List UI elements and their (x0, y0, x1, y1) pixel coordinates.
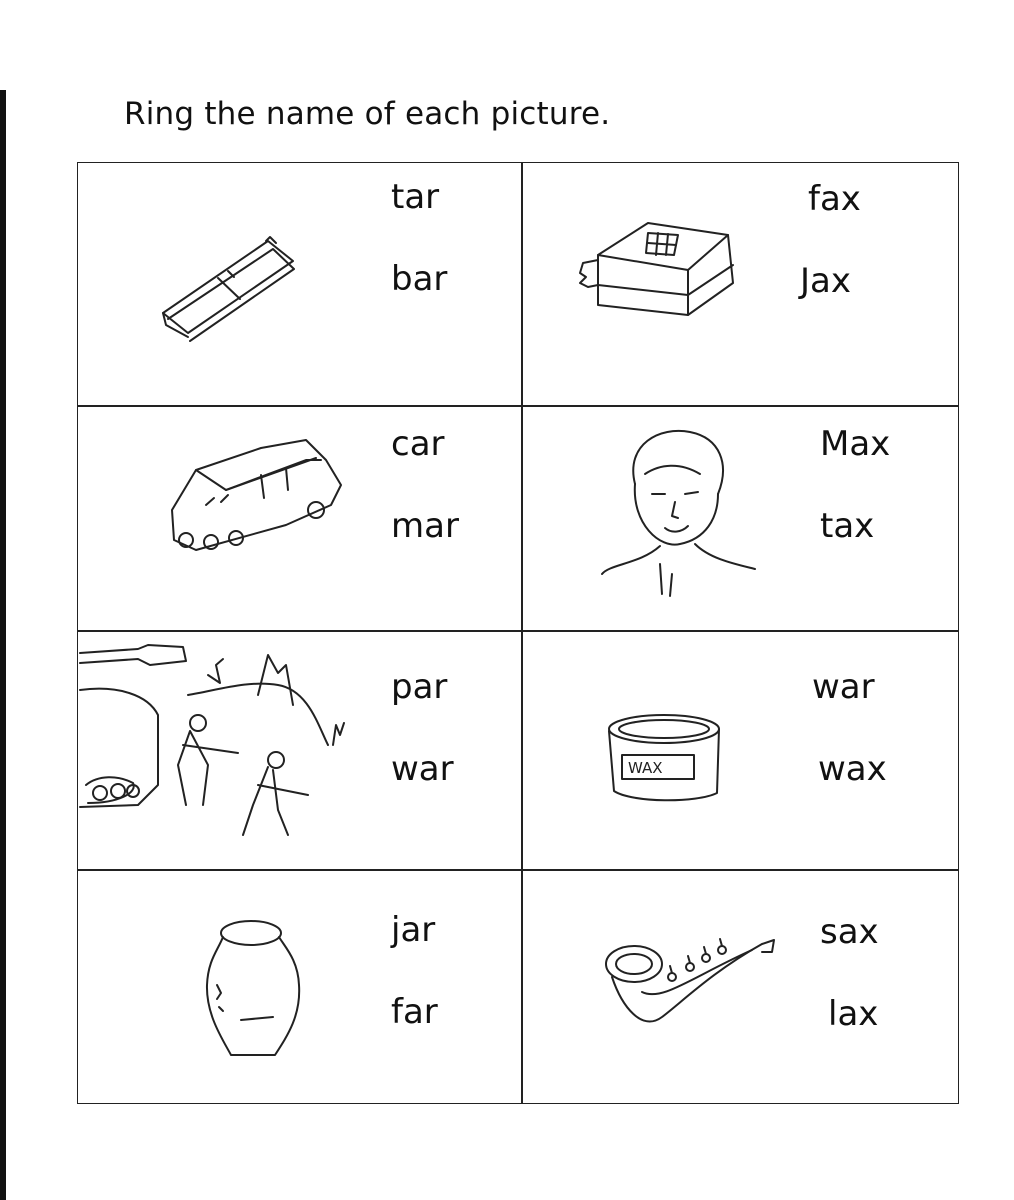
cell-car (78, 406, 521, 630)
scan-edge (0, 90, 6, 1200)
word-option[interactable]: war (391, 749, 454, 789)
wax-tin-icon (602, 711, 742, 811)
word-option[interactable]: tax (820, 506, 875, 546)
boy-face-icon (600, 424, 760, 599)
cell-jar (78, 870, 521, 1104)
word-option[interactable]: fax (808, 179, 861, 219)
cell-bar (78, 163, 521, 405)
cell-fax (522, 163, 958, 405)
word-option[interactable]: sax (820, 912, 879, 952)
word-option[interactable]: far (391, 992, 438, 1032)
cell-sax (522, 870, 958, 1104)
cell-wax (522, 631, 958, 869)
war-scene-icon (78, 635, 358, 845)
wax-tin-label: WAX (628, 759, 663, 777)
instruction-text: Ring the name of each picture. (124, 96, 611, 132)
saxophone-icon (602, 922, 782, 1042)
cell-war (78, 631, 521, 869)
cell-max (522, 406, 958, 630)
word-option[interactable]: lax (828, 994, 879, 1034)
word-option[interactable]: par (391, 667, 448, 707)
jar-icon (203, 915, 313, 1065)
word-option[interactable]: jar (391, 910, 436, 950)
word-option[interactable]: tar (391, 177, 440, 217)
word-option[interactable]: Max (820, 424, 891, 464)
word-option[interactable]: car (391, 424, 445, 464)
car-icon (166, 430, 346, 560)
fax-machine-icon (578, 215, 748, 325)
word-option[interactable]: bar (391, 259, 448, 299)
word-option[interactable]: Jax (800, 261, 851, 301)
word-option[interactable]: mar (391, 506, 459, 546)
worksheet-grid (77, 162, 959, 1104)
word-option[interactable]: war (812, 667, 875, 707)
word-option[interactable]: wax (818, 749, 887, 789)
chocolate-bar-icon (158, 233, 298, 353)
